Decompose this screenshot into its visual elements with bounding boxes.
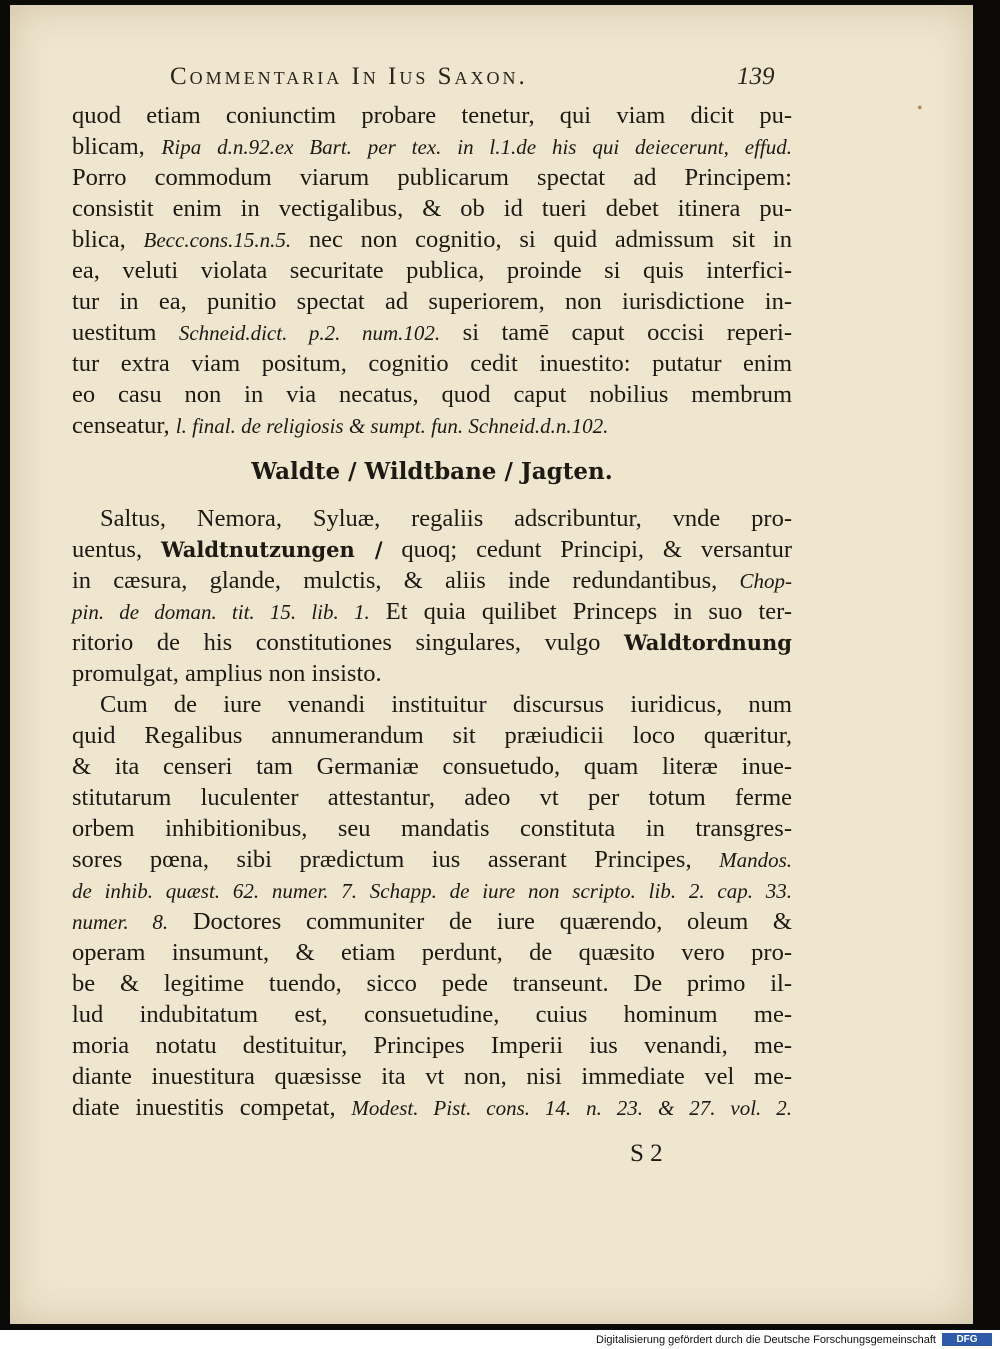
line-text: be & legitime tuendo, sicco pede transeunt. De primo il- — [72, 970, 792, 997]
line-text: uentus, — [72, 536, 161, 563]
line-text: eo casu non in via necatus, quod caput nobilius membrum — [72, 381, 792, 408]
blackletter-term: Waldtnutzungen / — [161, 537, 383, 562]
text-line — [72, 348, 792, 379]
text-line — [72, 1061, 792, 1092]
text-line — [72, 689, 792, 720]
line-text: diate inuestitis competat, — [72, 1094, 352, 1121]
line-text: censeatur, — [72, 412, 176, 439]
text-line — [72, 131, 792, 162]
page-header — [10, 63, 973, 93]
text-line — [72, 100, 792, 131]
citation-text: de inhib. quæst. 62. numer. 7. Schapp. de iure non scripto. lib. 2. cap. 33. — [72, 879, 792, 903]
text-line — [72, 720, 792, 751]
blackletter-term: Waldtordnung — [624, 630, 792, 655]
text-line — [72, 751, 792, 782]
line-text: Porro commodum viarum publicarum spectat ad Principem: — [72, 164, 792, 191]
line-text: tur in ea, punitio spectat ad superiorem, non iurisdictione in- — [72, 288, 792, 315]
text-line — [72, 968, 792, 999]
line-text: uestitum — [72, 319, 179, 346]
line-text: quod etiam coniunctim probare tenetur, qui viam dicit pu- — [72, 102, 792, 129]
line-text: operam insumunt, & etiam perdunt, de quæsito vero pro- — [72, 939, 792, 966]
text-line — [72, 999, 792, 1030]
citation-text: Becc.cons.15.n.5. — [143, 228, 292, 252]
line-text: quoq; cedunt Principi, & versantur — [382, 536, 793, 563]
text-line — [72, 813, 792, 844]
book-page — [10, 5, 973, 1324]
text-line — [72, 1030, 792, 1061]
text-line — [72, 379, 792, 410]
text-line — [72, 503, 792, 534]
line-text: Cum de iure venandi instituitur discursus iuridicus, num — [100, 691, 792, 718]
text-line — [72, 906, 792, 937]
section-heading: Waldte / Wildtbane / Jagten. — [251, 458, 613, 485]
line-text: & ita censeri tam Germaniæ consuetudo, quam literæ inue- — [72, 753, 792, 780]
line-text: sores pœna, sibi prædictum ius asserant Principes, — [72, 846, 720, 873]
text-line — [72, 286, 792, 317]
text-line — [72, 627, 792, 658]
citation-text: Schneid.dict. p.2. num.102. — [178, 321, 441, 345]
line-text: orbem inhibitionibus, seu mandatis constituta in transgres- — [72, 815, 792, 842]
line-text: Et quia quilibet Princeps in suo ter- — [369, 598, 793, 625]
line-text: ea, veluti violata securitate publica, proinde si quis interfici- — [72, 257, 792, 284]
line-text: blicam, — [72, 133, 162, 160]
main-text — [72, 100, 792, 1123]
text-line — [72, 875, 792, 906]
ink-spot-icon: • — [917, 100, 923, 117]
line-text: lud indubitatum est, consuetudine, cuius hominum me- — [72, 1001, 792, 1028]
line-text: si tamē caput occisi reperi- — [440, 319, 792, 346]
digitization-credit: Digitalisierung gefördert durch die Deutsche Forschungsgemeinschaft — [596, 1334, 936, 1346]
citation-text: Ripa d.n.92.ex Bart. per tex. in l.1.de his qui deiecerunt, effud. — [161, 135, 793, 159]
line-text: diante inuestitura quæsisse ita vt non, nisi immediate vel me- — [72, 1063, 792, 1090]
text-line — [72, 162, 792, 193]
line-text: moria notatu destituitur, Principes Imperii ius venandi, me- — [72, 1032, 792, 1059]
text-line — [72, 658, 792, 689]
line-text: promulgat, amplius non insisto. — [72, 660, 382, 687]
line-text: consistit enim in vectigalibus, & ob id tueri debet itinera pu- — [72, 195, 792, 222]
line-text: ritorio de his constitutiones singulares, vulgo — [72, 629, 625, 656]
line-text: blica, — [72, 226, 144, 253]
line-text: tur extra viam positum, cognitio cedit inuestito: putatur enim — [72, 350, 792, 377]
line-text: quid Regalibus annumerandum sit præiudicii loco quæritur, — [72, 722, 792, 749]
text-line — [72, 782, 792, 813]
text-line — [72, 534, 792, 565]
line-text: in cæsura, glande, mulctis, & aliis inde redundantibus, — [72, 567, 740, 594]
text-line — [72, 255, 792, 286]
text-line — [72, 224, 792, 255]
dfg-logo: DFG — [942, 1333, 992, 1346]
citation-text: numer. 8. — [72, 910, 169, 934]
text-line — [72, 937, 792, 968]
citation-text: Chop- — [739, 569, 792, 593]
text-line — [72, 317, 792, 348]
text-line — [72, 410, 792, 441]
signature-mark: S 2 — [630, 1140, 663, 1167]
citation-text: Mandos. — [719, 848, 792, 872]
line-text: Saltus, Nemora, Syluæ, regaliis adscribuntur, vnde pro- — [100, 505, 792, 532]
citation-text: Modest. Pist. cons. 14. n. 23. & 27. vol. 2. — [351, 1096, 792, 1120]
text-line — [72, 844, 792, 875]
line-text: nec non cognitio, si quid admissum sit in — [291, 226, 792, 253]
paragraph-saltus — [72, 503, 792, 689]
opening-paragraph — [72, 100, 792, 441]
page-number: 139 — [737, 63, 775, 90]
running-title: Commentaria In Ius Saxon. — [170, 63, 528, 90]
text-line — [72, 1092, 792, 1123]
line-text: stitutarum luculenter attestantur, adeo vt per totum ferme — [72, 784, 792, 811]
paragraph-venandi — [72, 689, 792, 1123]
text-line — [72, 193, 792, 224]
text-line — [72, 596, 792, 627]
citation-text: l. final. de religiosis & sumpt. fun. Schneid.d.n.102. — [175, 414, 609, 438]
line-text: Doctores communiter de iure quærendo, oleum & — [168, 908, 792, 935]
citation-text: pin. de doman. tit. 15. lib. 1. — [72, 600, 370, 624]
text-line — [72, 565, 792, 596]
